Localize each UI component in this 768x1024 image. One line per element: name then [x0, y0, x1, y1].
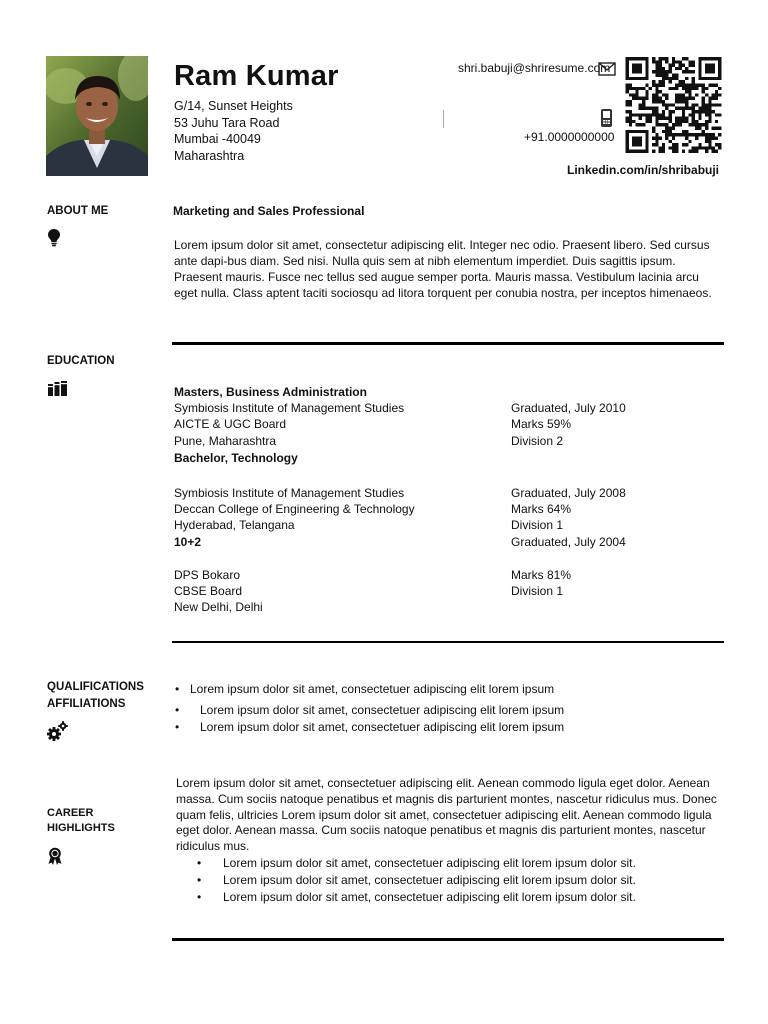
- address-line: Maharashtra: [174, 148, 245, 163]
- lightbulb-icon: [47, 228, 61, 252]
- career-section-title: [47, 806, 115, 836]
- education-entry-text: Bachelor, Technology: [174, 451, 298, 465]
- qualifications-section-title: [47, 679, 144, 713]
- award-ribbon-icon: [47, 847, 63, 870]
- education-entry-text: Masters, Business Administration: [174, 385, 367, 399]
- candidate-name: Ram Kumar: [174, 60, 339, 92]
- education-entry-detail: Graduated, July 2010: [511, 401, 626, 415]
- education-entry-text: Deccan College of Engineering & Technology: [174, 502, 415, 516]
- address-line: Mumbai -40049: [174, 132, 261, 146]
- profile-photo-image: [46, 56, 148, 176]
- list-item-text: Lorem ipsum dolor sit amet, consectetuer adipiscing elit lorem ipsum: [200, 720, 565, 734]
- bullet: •: [197, 856, 202, 870]
- education-section-title: EDUCATION: [47, 355, 115, 367]
- education-entry-text: Hyderabad, Telangana: [174, 518, 295, 532]
- address-block: [174, 98, 293, 164]
- education-entry-detail: Marks 81%: [511, 568, 572, 582]
- list-item: [197, 855, 636, 872]
- list-item: [175, 681, 564, 699]
- mobile-phone-icon: [600, 108, 613, 128]
- career-list: [197, 855, 636, 906]
- bullet: •: [175, 682, 180, 696]
- list-item-text: Lorem ipsum dolor sit amet, consectetuer adipiscing elit lorem ipsum dolor sit.: [223, 890, 636, 904]
- bullet: •: [175, 702, 180, 717]
- qualifications-title-line: QUALIFICATIONS: [47, 681, 144, 693]
- about-section-title: ABOUT ME: [47, 205, 109, 217]
- list-item: [197, 872, 636, 889]
- list-item: [175, 702, 564, 720]
- qualifications-title-line: AFFILIATIONS: [47, 698, 126, 710]
- about-paragraph: Lorem ipsum dolor sit amet, consectetur adipiscing elit. Integer nec odio. Praesent libero. Sed cursus ante dapi-bus diam. Sed nisi. Nulla quis sem at nibh elementum imperdiet. Duis sagittis ipsum. Praesent mauris. Fusce nec tellus sed augue semper porta. Mauris massa. Vestibulum lacinia arcu eget nulla. Class aptent taciti sociosqu ad litora torquent per conubia nostra, per inceptos himenaeos.: [174, 238, 712, 300]
- gears-icon: [47, 721, 69, 746]
- list-item-text: Lorem ipsum dolor sit amet, consectetuer adipiscing elit lorem ipsum: [190, 682, 555, 696]
- list-item: [197, 889, 636, 906]
- address-line: G/14, Sunset Heights: [174, 99, 293, 113]
- qr-code-icon: [625, 57, 722, 153]
- header-divider: [443, 110, 444, 128]
- career-paragraph: Lorem ipsum dolor sit amet, consectetuer adipiscing elit. Aenean commodo ligula eget dolor. Aenean massa. Cum sociis natoque penatibus et magnis dis parturient montes, nascetur ridiculus mus. Donec quam felis, ultricies Lorem ipsum dolor sit amet, consectetuer adipiscing elit. Aenean commodo ligula eget dolor. Aenean massa. Cum sociis natoque penatibus et magnis dis parturient montes, nascetur ridiculus mus.: [176, 776, 717, 854]
- bullet: •: [197, 873, 202, 887]
- phone-number: +91.0000000000: [524, 130, 615, 144]
- books-icon: [47, 380, 69, 402]
- address-line: 53 Juhu Tara Road: [174, 115, 280, 130]
- education-entry-detail: Marks 59%: [511, 417, 572, 431]
- bullet: •: [175, 720, 180, 734]
- education-entry-text: DPS Bokaro: [174, 568, 241, 582]
- education-entry-text: Pune, Maharashtra: [174, 434, 277, 448]
- career-title-line: CAREER: [47, 807, 94, 819]
- education-entry-detail: Graduated, July 2008: [511, 486, 626, 500]
- bullet: •: [197, 890, 202, 904]
- email-link[interactable]: shri.babuji@shriresume.com: [458, 61, 611, 75]
- list-item: [175, 719, 564, 737]
- section-divider: [172, 938, 724, 941]
- professional-headline: Marketing and Sales Professional: [173, 204, 365, 218]
- section-divider: [172, 342, 724, 345]
- list-item-text: Lorem ipsum dolor sit amet, consectetuer adipiscing elit lorem ipsum dolor sit.: [223, 873, 636, 887]
- education-entry-text: Symbiosis Institute of Management Studies: [174, 486, 405, 500]
- education-entry-detail: Division 1: [511, 584, 564, 598]
- education-entry-detail: Division 1: [511, 518, 564, 532]
- list-item-text: Lorem ipsum dolor sit amet, consectetuer adipiscing elit lorem ipsum: [200, 702, 565, 717]
- envelope-icon: [598, 62, 616, 76]
- education-entry-detail: Graduated, July 2004: [511, 535, 626, 549]
- education-entry-text: 10+2: [174, 535, 202, 549]
- education-entry-text: CBSE Board: [174, 584, 243, 598]
- education-entry-detail: Marks 64%: [511, 502, 572, 516]
- education-entry-text: AICTE & UGC Board: [174, 417, 287, 431]
- education-entry-detail: Division 2: [511, 434, 564, 448]
- profile-photo: [46, 56, 148, 176]
- education-entry-text: Symbiosis Institute of Management Studies: [174, 401, 405, 415]
- education-entry-text: New Delhi, Delhi: [174, 600, 263, 614]
- list-item-text: Lorem ipsum dolor sit amet, consectetuer adipiscing elit lorem ipsum dolor sit.: [223, 856, 636, 870]
- linkedin-link[interactable]: Linkedin.com/in/shribabuji: [567, 163, 720, 177]
- section-divider: [172, 641, 724, 643]
- career-title-line: HIGHLIGHTS: [47, 822, 115, 834]
- qualifications-list: [175, 681, 564, 737]
